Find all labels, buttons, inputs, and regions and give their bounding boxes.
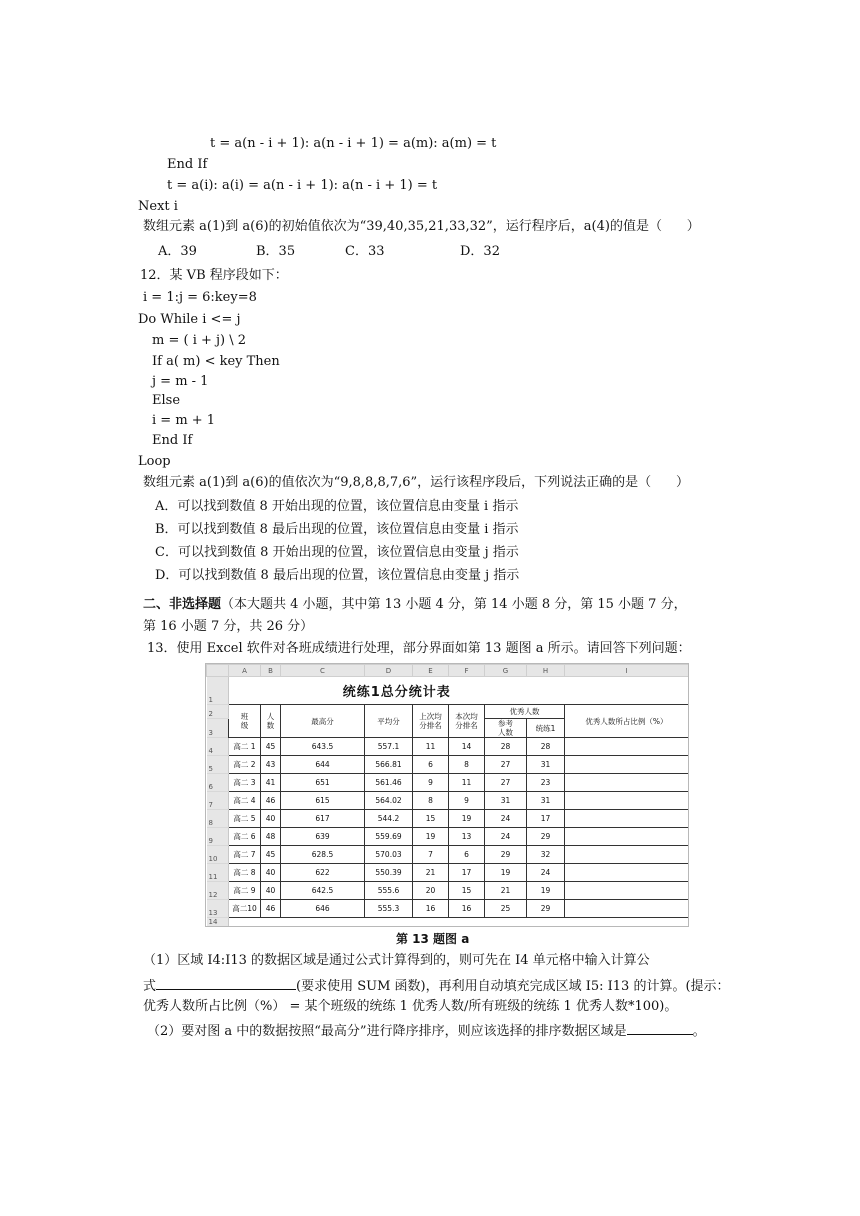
header-practice1[interactable]: 统练1 — [527, 719, 565, 738]
row-number[interactable]: 13 — [207, 900, 229, 918]
table-cell[interactable]: 41 — [261, 774, 281, 792]
row-number[interactable]: 14 — [207, 918, 229, 927]
column-header[interactable]: A — [229, 665, 261, 677]
table-cell[interactable]: 高二 3 — [229, 774, 261, 792]
table-cell[interactable]: 11 — [413, 738, 449, 756]
table-cell[interactable]: 28 — [527, 738, 565, 756]
column-header[interactable]: D — [365, 665, 413, 677]
table-cell[interactable]: 高二 4 — [229, 792, 261, 810]
row-number[interactable]: 7 — [207, 792, 229, 810]
column-header[interactable]: G — [485, 665, 527, 677]
table-cell[interactable]: 43 — [261, 756, 281, 774]
row-number[interactable]: 9 — [207, 828, 229, 846]
table-cell[interactable]: 31 — [527, 756, 565, 774]
sheet-title[interactable]: 统练1总分统计表 — [229, 677, 565, 705]
table-cell[interactable]: 16 — [449, 900, 485, 918]
table-cell[interactable]: 646 — [281, 900, 365, 918]
table-cell[interactable]: 622 — [281, 864, 365, 882]
table-cell[interactable]: 32 — [527, 846, 565, 864]
ratio-cell[interactable] — [565, 900, 689, 918]
row-number[interactable]: 10 — [207, 846, 229, 864]
table-cell[interactable]: 高二 5 — [229, 810, 261, 828]
code-line: t = a(i): a(i) = a(n - i + 1): a(n - i + 1) = t — [167, 178, 438, 193]
row-number[interactable]: 12 — [207, 882, 229, 900]
ratio-cell[interactable] — [565, 810, 689, 828]
row-number[interactable]: 3 — [207, 719, 229, 738]
table-row — [207, 900, 689, 918]
figure-caption: 第 13 题图 a — [396, 932, 470, 946]
code-line: Do While i <= j — [138, 312, 241, 327]
table-cell[interactable]: 19 — [449, 810, 485, 828]
table-cell[interactable]: 40 — [261, 864, 281, 882]
table-row — [207, 792, 689, 810]
table-cell[interactable]: 23 — [527, 774, 565, 792]
q12-intro: 12．某 VB 程序段如下： — [140, 268, 288, 283]
code-line: i = 1:j = 6:key=8 — [143, 290, 257, 305]
q11-option-b: B．35 — [256, 244, 296, 259]
code-line: Loop — [138, 454, 171, 469]
table-row — [207, 882, 689, 900]
row-number[interactable]: 11 — [207, 864, 229, 882]
row-number[interactable]: 4 — [207, 738, 229, 756]
table-cell[interactable]: 7 — [413, 846, 449, 864]
row-number[interactable]: 8 — [207, 810, 229, 828]
header-exam-count[interactable]: 参考人数 — [485, 719, 527, 738]
section-heading: 二、非选择题（本大题共 4 小题，其中第 13 小题 4 分，第 14 小题 8 分，第 15 小题 7 分， — [143, 597, 687, 612]
excel-screenshot — [205, 663, 689, 927]
table-cell[interactable]: 40 — [261, 810, 281, 828]
row-number[interactable]: 5 — [207, 756, 229, 774]
table-cell[interactable]: 14 — [449, 738, 485, 756]
code-line: End If — [152, 433, 193, 448]
table-cell[interactable]: 31 — [485, 792, 527, 810]
ratio-cell[interactable] — [565, 792, 689, 810]
table-cell[interactable]: 19 — [413, 828, 449, 846]
table-cell[interactable]: 555.6 — [365, 882, 413, 900]
ratio-cell[interactable] — [565, 756, 689, 774]
table-row — [207, 756, 689, 774]
ratio-cell[interactable] — [565, 846, 689, 864]
ratio-cell[interactable] — [565, 828, 689, 846]
table-cell[interactable]: 6 — [449, 846, 485, 864]
table-cell[interactable]: 559.69 — [365, 828, 413, 846]
table-cell[interactable]: 564.02 — [365, 792, 413, 810]
column-header[interactable]: H — [527, 665, 565, 677]
table-cell[interactable]: 15 — [413, 810, 449, 828]
table-cell[interactable]: 9 — [413, 774, 449, 792]
code-line: i = m + 1 — [152, 413, 216, 428]
table-cell[interactable]: 高二 7 — [229, 846, 261, 864]
header-excellent[interactable]: 优秀人数 — [485, 705, 565, 719]
header-last-rank[interactable]: 上次均分排名 — [413, 705, 449, 738]
table-cell[interactable]: 45 — [261, 738, 281, 756]
column-header-row — [207, 665, 689, 677]
table-cell[interactable]: 21 — [485, 882, 527, 900]
header-class[interactable]: 班级 — [229, 705, 261, 738]
code-line: End If — [167, 157, 208, 172]
table-cell[interactable]: 27 — [485, 756, 527, 774]
table-cell[interactable]: 639 — [281, 828, 365, 846]
code-line: If a( m) < key Then — [152, 354, 280, 369]
table-cell[interactable]: 643.5 — [281, 738, 365, 756]
table-cell[interactable]: 28 — [485, 738, 527, 756]
q13-part1-line2: 式 (要求使用 SUM 函数)，再利用自动填充完成区域 I5: I13 的计算。(提示： — [143, 976, 730, 995]
table-cell[interactable]: 20 — [413, 882, 449, 900]
table-cell[interactable]: 48 — [261, 828, 281, 846]
table-cell[interactable]: 651 — [281, 774, 365, 792]
table-cell[interactable]: 27 — [485, 774, 527, 792]
table-cell[interactable]: 17 — [527, 810, 565, 828]
table-cell[interactable]: 19 — [527, 882, 565, 900]
table-cell[interactable]: 高二 1 — [229, 738, 261, 756]
table-cell[interactable]: 29 — [485, 846, 527, 864]
table-cell[interactable]: 628.5 — [281, 846, 365, 864]
table-cell[interactable]: 615 — [281, 792, 365, 810]
table-cell[interactable]: 29 — [527, 900, 565, 918]
q11-stem: 数组元素 a(1)到 a(6)的初始值依次为“39,40,35,21,33,32”，运行程序后，a(4)的值是（ ） — [143, 219, 700, 234]
table-cell[interactable]: 11 — [449, 774, 485, 792]
table-cell[interactable]: 6 — [413, 756, 449, 774]
q11-option-d: D．32 — [460, 244, 500, 259]
table-cell[interactable]: 24 — [485, 828, 527, 846]
table-cell[interactable]: 46 — [261, 900, 281, 918]
q12-option-d: D．可以找到数值 8 最后出现的位置，该位置信息由变量 j 指示 — [155, 568, 520, 583]
table-cell[interactable]: 13 — [449, 828, 485, 846]
q11-option-c: C．33 — [345, 244, 385, 259]
table-cell[interactable]: 16 — [413, 900, 449, 918]
q12-option-c: C．可以找到数值 8 开始出现的位置，该位置信息由变量 j 指示 — [155, 545, 519, 560]
table-row — [207, 846, 689, 864]
q13-part2: （2）要对图 a 中的数据按照“最高分”进行降序排序，则应该选择的排序数据区域是 。 — [147, 1021, 706, 1040]
table-cell[interactable]: 642.5 — [281, 882, 365, 900]
table-cell[interactable]: 557.1 — [365, 738, 413, 756]
table-row — [207, 774, 689, 792]
code-line: t = a(n - i + 1): a(n - i + 1) = a(m): a(m) = t — [210, 136, 497, 151]
row-number[interactable]: 2 — [207, 705, 229, 719]
header-people[interactable]: 人数 — [261, 705, 281, 738]
table-cell[interactable]: 高二10 — [229, 900, 261, 918]
code-line: j = m - 1 — [152, 374, 209, 389]
table-cell[interactable]: 550.39 — [365, 864, 413, 882]
answer-blank-2[interactable] — [627, 1021, 693, 1035]
select-all-corner[interactable] — [207, 665, 229, 677]
table-cell[interactable]: 544.2 — [365, 810, 413, 828]
ratio-cell[interactable] — [565, 882, 689, 900]
table-cell[interactable]: 555.3 — [365, 900, 413, 918]
table-cell[interactable]: 570.03 — [365, 846, 413, 864]
code-line: Next i — [138, 199, 178, 214]
code-line: Else — [152, 393, 181, 408]
table-row — [207, 828, 689, 846]
header-avg-score[interactable]: 平均分 — [365, 705, 413, 738]
table-row — [207, 864, 689, 882]
table-cell[interactable]: 561.46 — [365, 774, 413, 792]
column-header[interactable]: F — [449, 665, 485, 677]
section-desc: 第 16 小题 7 分，共 26 分） — [143, 619, 314, 634]
table-cell[interactable]: 25 — [485, 900, 527, 918]
table-cell[interactable]: 8 — [413, 792, 449, 810]
q12-option-a: A．可以找到数值 8 开始出现的位置，该位置信息由变量 i 指示 — [155, 499, 519, 514]
table-cell[interactable]: 24 — [527, 864, 565, 882]
header-max-score[interactable]: 最高分 — [281, 705, 365, 738]
table-cell[interactable]: 高二 2 — [229, 756, 261, 774]
table-cell[interactable]: 19 — [485, 864, 527, 882]
table-cell[interactable]: 8 — [449, 756, 485, 774]
table-cell[interactable]: 46 — [261, 792, 281, 810]
table-cell[interactable]: 40 — [261, 882, 281, 900]
header-ratio[interactable]: 优秀人数所占比例（%） — [565, 705, 689, 738]
ratio-cell[interactable] — [565, 864, 689, 882]
column-header[interactable]: I — [565, 665, 689, 677]
q13-intro: 13．使用 Excel 软件对各班成绩进行处理，部分界面如第 13 题图 a 所示。请回答下列问题： — [147, 641, 691, 656]
table-cell[interactable]: 29 — [527, 828, 565, 846]
q12-option-b: B．可以找到数值 8 最后出现的位置，该位置信息由变量 i 指示 — [155, 522, 519, 537]
table-cell[interactable]: 644 — [281, 756, 365, 774]
table-cell[interactable]: 617 — [281, 810, 365, 828]
table-cell[interactable]: 17 — [449, 864, 485, 882]
q11-option-a: A．39 — [158, 244, 197, 259]
q13-part1-line3: 优秀人数所占比例（%） = 某个班级的统练 1 优秀人数/所有班级的统练 1 优秀人数*100)。 — [143, 999, 678, 1014]
table-row — [207, 738, 689, 756]
ratio-cell[interactable] — [565, 738, 689, 756]
column-header[interactable]: B — [261, 665, 281, 677]
row-number[interactable]: 1 — [207, 677, 229, 705]
column-header[interactable]: E — [413, 665, 449, 677]
answer-blank-1[interactable] — [156, 976, 296, 990]
table-row — [207, 810, 689, 828]
table-cell[interactable]: 高二 6 — [229, 828, 261, 846]
q13-part1-line1: （1）区域 I4:I13 的数据区域是通过公式计算得到的，则可先在 I4 单元格中输入计算公 — [143, 953, 650, 968]
ratio-cell[interactable] — [565, 774, 689, 792]
column-header[interactable]: C — [281, 665, 365, 677]
table-cell[interactable]: 566.81 — [365, 756, 413, 774]
q12-stem: 数组元素 a(1)到 a(6)的值依次为“9,8,8,8,7,6”，运行该程序段后，下列说法正确的是（ ） — [143, 475, 689, 490]
header-this-rank[interactable]: 本次均分排名 — [449, 705, 485, 738]
code-line: m = ( i + j) \ 2 — [152, 333, 247, 348]
row-number[interactable]: 6 — [207, 774, 229, 792]
table-cell[interactable]: 高二 9 — [229, 882, 261, 900]
table-cell[interactable]: 24 — [485, 810, 527, 828]
table-cell[interactable]: 31 — [527, 792, 565, 810]
table-cell[interactable]: 9 — [449, 792, 485, 810]
table-cell[interactable]: 高二 8 — [229, 864, 261, 882]
table-cell[interactable]: 15 — [449, 882, 485, 900]
table-cell[interactable]: 45 — [261, 846, 281, 864]
table-cell[interactable]: 21 — [413, 864, 449, 882]
